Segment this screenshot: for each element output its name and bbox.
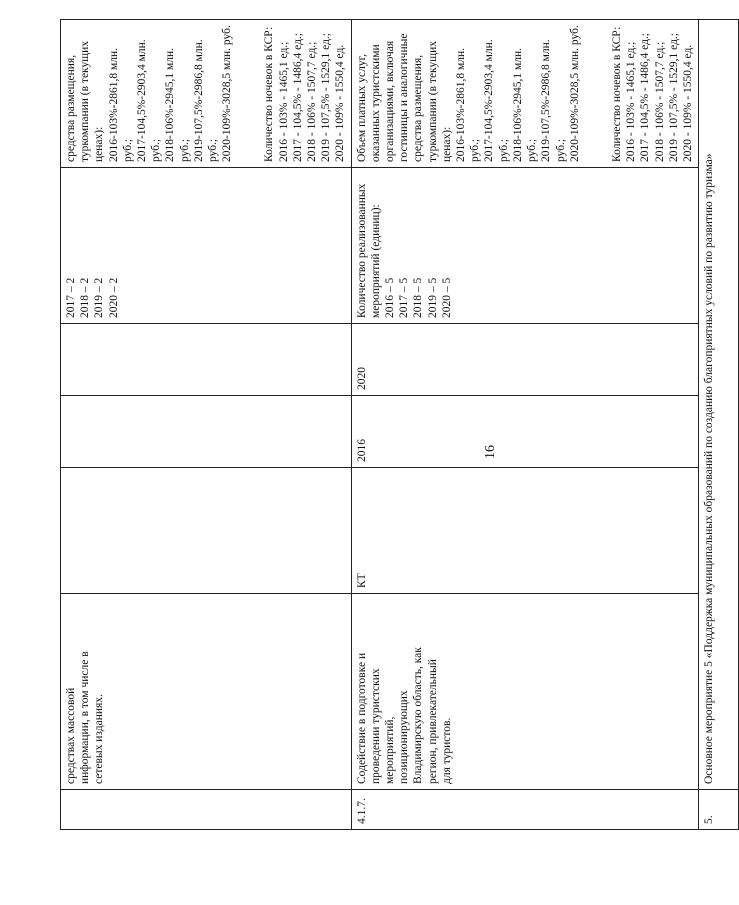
result-overnight-stays: Количество ночевок в КСР: 2016 - 103% - 1465,1 ед.; 2017 - 104,5% - 1486,4 ед.; 2018 - 106% - 1507,7 ед.; 2019 - 107,5% - 1529,1 ед.; 2020 - 109% - 1550,4 ед.	[610, 26, 694, 162]
rotated-table-content	[60, 20, 716, 830]
cell-main-measure-title: Основное мероприятие 5 «Поддержка муниципальных образований по созданию благоприятных условий по развитию туризма»	[699, 20, 739, 790]
cell-number: 5.	[699, 790, 739, 830]
cell-executor	[61, 468, 352, 594]
page-number: 16	[483, 445, 498, 459]
cell-expected-result	[351, 20, 698, 168]
cell-number: 4.1.7.	[351, 790, 698, 830]
rotated-table-wrapper	[60, 20, 716, 830]
cell-executor: КТ	[351, 468, 698, 594]
cell-indicator: Количество реализованных мероприятий (единиц): 2016 – 5 2017 – 5 2018 – 5 2019 – 5 2020 – 5	[351, 168, 698, 324]
cell-measure-name: Содействие в подготовке и проведении туристских мероприятий, позиционирующих Владимирскую область, как регион, привлекательный для туристов.	[351, 594, 698, 790]
cell-end-year	[61, 324, 352, 396]
cell-indicator: 2017 – 2 2018 – 2 2019 – 2 2020 – 2	[61, 168, 352, 324]
table-row-continued	[61, 20, 352, 830]
cell-start-year	[61, 396, 352, 468]
result-services-volume: средства размещения, туркомпании (в текущих ценах): 2016-103%-2861,8 млн. руб.; 2017-104,5%-2903,4 млн. руб.; 2018-106%-2945,1 млн. руб.; 2019-107,5%-2986,8 млн. руб.; 2020-109%-3028,5 млн. руб.	[65, 25, 234, 162]
cell-start-year: 2016	[351, 396, 698, 468]
table-row-4-1-7	[351, 20, 698, 830]
table-row-5	[699, 20, 739, 830]
cell-end-year: 2020	[351, 324, 698, 396]
cell-measure-name: средствах массовой информации, в том числе в сетевых изданиях.	[61, 594, 352, 790]
measures-table	[60, 19, 739, 830]
result-services-volume: Объем платных услуг, оказанных туристскими организациями, включая гостиницы и аналогичные средства размещения, туркомпании (в текущих ценах): 2016-103%-2861,8 млн. руб.; 2017-104,5%-2903,4 млн. руб.; 2018-106%-2945,1 млн. руб.; 2019-107,5%-2986,8 млн. руб.; 2020-109%-3028,5 млн. руб.	[355, 25, 581, 162]
cell-expected-result	[61, 20, 352, 168]
cell-number	[61, 790, 352, 830]
result-overnight-stays: Количество ночевок в КСР: 2016 - 103% - 1465,1 ед.; 2017 - 104,5% - 1486,4 ед.; 2018 - 106% - 1507,7 ед.; 2019 - 107,5% - 1529,1 ед.; 2020 - 109% - 1550,4 ед.	[263, 26, 347, 162]
